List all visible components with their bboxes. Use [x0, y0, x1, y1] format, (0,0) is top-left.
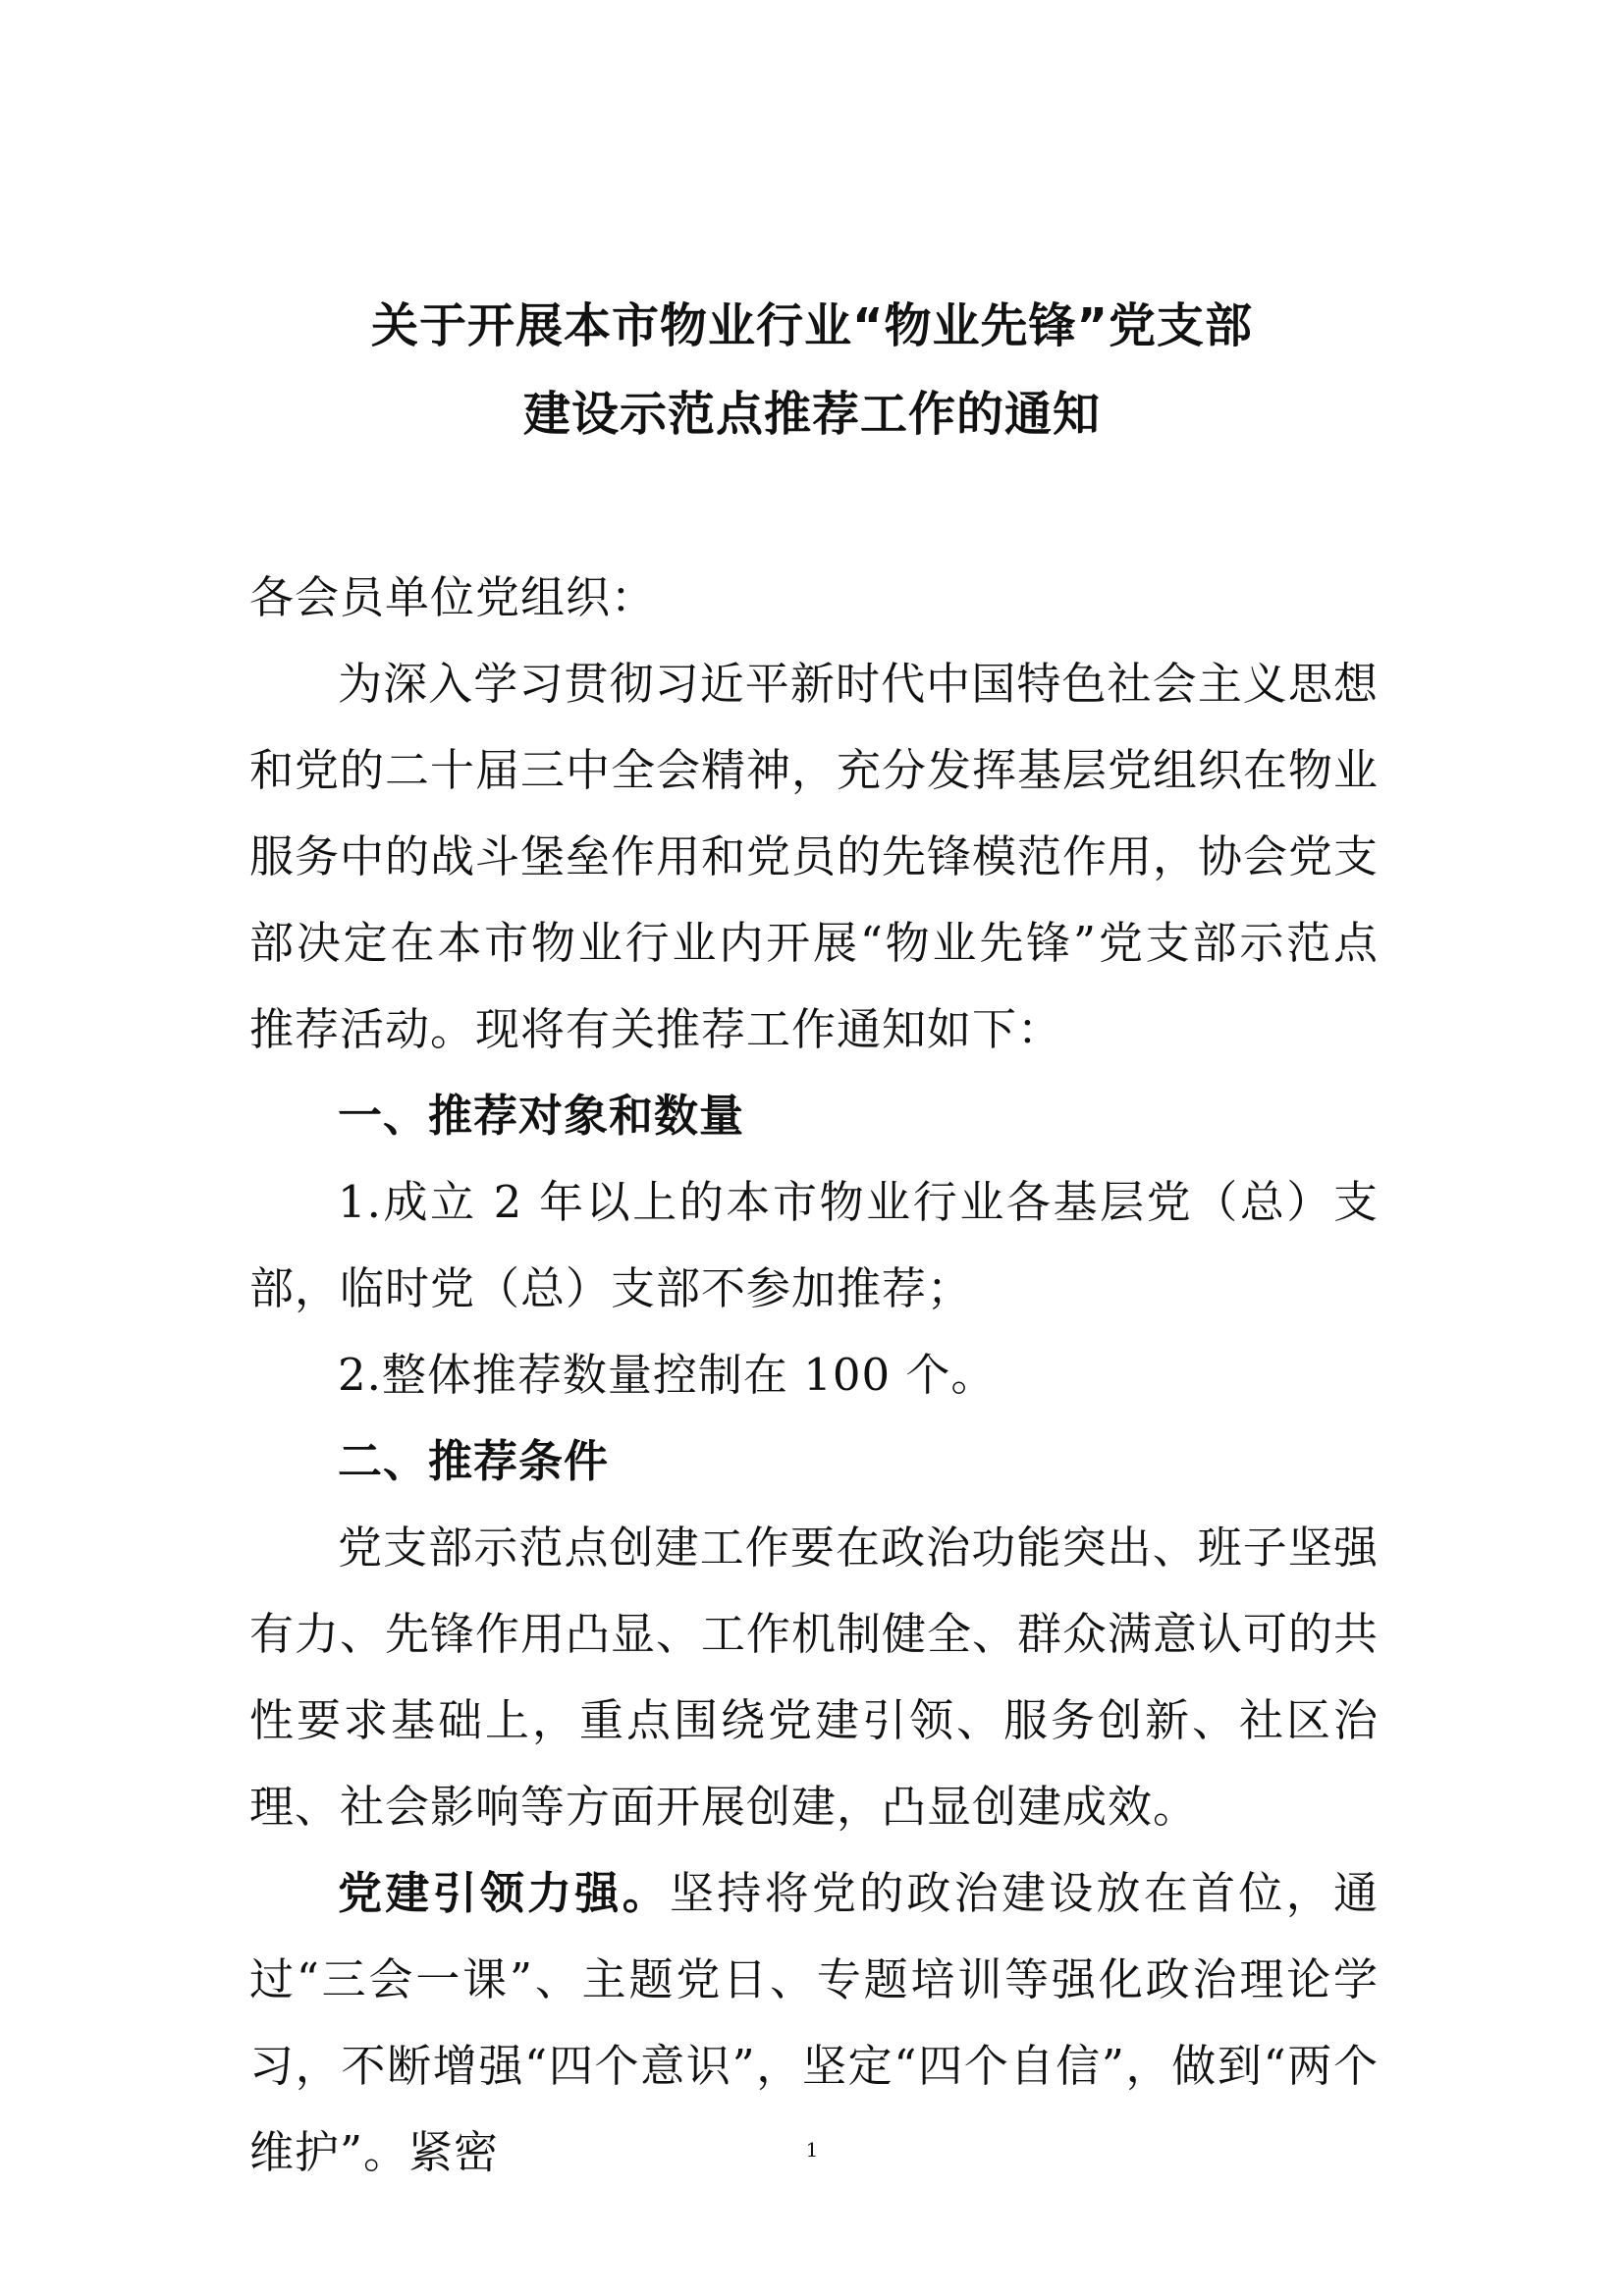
section-2-paragraph: 党支部示范点创建工作要在政治功能突出、班子坚强有力、先锋作用凸显、工作机制健全、群众满意认可的共性要求基础上，重点围绕党建引领、服务创新、社区治理、社会影响等方面开展创建，凸显创建成效。 — [249, 1522, 1380, 1833]
document-title-line-2: 建设示范点推荐工作的通知 — [522, 387, 1101, 442]
document-title-line-1: 关于开展本市物业行业“物业先锋”党支部 — [370, 298, 1254, 353]
section-2-heading: 二、推荐条件 — [338, 1435, 610, 1487]
section-1-item-1: 1.成立 2 年以上的本市物业行业各基层党（总）支部，临时党（总）支部不参加推荐； — [249, 1176, 1379, 1314]
page-number: 1 — [805, 2138, 819, 2162]
document-body — [249, 555, 1379, 2196]
subsection-1-lead: 党建引领力强。 — [338, 1867, 670, 1919]
salutation: 各会员单位党组织： — [249, 571, 657, 623]
subsection-1-text: 坚持将党的政治建设放在首位，通过“三会一课”、主题党日、专题培训等强化政治理论学习，不断增强“四个意识”，坚定“四个自信”，做到“两个维护”。紧密 — [249, 1867, 1379, 2178]
intro-paragraph: 为深入学习贯彻习近平新时代中国特色社会主义思想和党的二十届三中全会精神，充分发挥基层党组织在物业服务中的战斗堡垒作用和党员的先锋模范作用，协会党支部决定在本市物业行业内开展“物业先锋”党支部示范点推荐活动。现将有关推荐工作通知如下： — [249, 658, 1380, 1055]
section-1-heading: 一、推荐对象和数量 — [338, 1090, 745, 1142]
section-1-item-2: 2.整体推荐数量控制在 100 个。 — [338, 1349, 997, 1401]
